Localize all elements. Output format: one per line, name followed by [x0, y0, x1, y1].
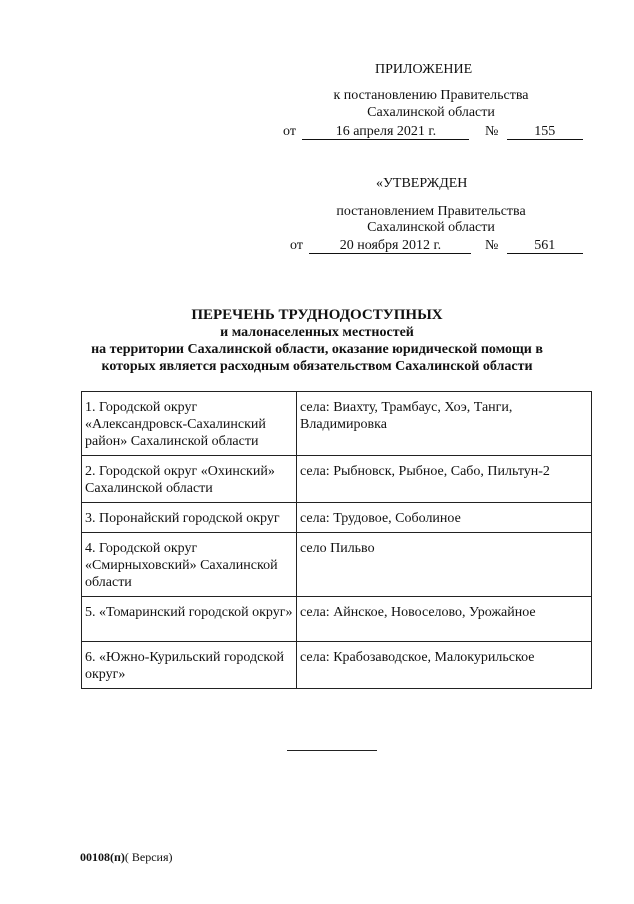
footer	[80, 850, 173, 865]
settlements-cell: села: Рыбновск, Рыбное, Сабо, Пильтун-2	[297, 456, 592, 503]
end-separator-line	[287, 750, 377, 751]
list-subtitle-2: на территории Сахалинской области, оказание юридической помощи в	[91, 342, 543, 357]
table-row	[82, 392, 592, 456]
settlements-table	[81, 391, 592, 689]
district-cell: 2. Городской округ «Охинский» Сахалинской области	[82, 456, 297, 503]
settlements-cell: села: Виахту, Трамбаус, Хоэ, Танги, Владимировка	[297, 392, 592, 456]
approved-line1: постановлением Правительства	[336, 204, 526, 219]
approved-line2: Сахалинской области	[367, 220, 495, 235]
district-cell: 4. Городской округ «Смирныховский» Сахалинской области	[82, 533, 297, 597]
approved-number-sign: №	[484, 238, 499, 253]
appendix-number: 155	[507, 124, 583, 140]
appendix-number-sign: №	[484, 124, 499, 139]
settlements-cell: села: Крабозаводское, Малокурильское	[297, 642, 592, 689]
appendix-date: 16 апреля 2021 г.	[302, 124, 469, 140]
settlements-cell: села: Айнское, Новоселово, Урожайное	[297, 597, 592, 642]
list-title: ПЕРЕЧЕНЬ ТРУДНОДОСТУПНЫХ	[191, 307, 443, 323]
appendix-date-line	[283, 123, 583, 140]
table-row	[82, 642, 592, 689]
appendix-from-label: от	[283, 124, 296, 139]
district-cell: 5. «Томаринский городской округ»	[82, 597, 297, 642]
document-code: 00108(п)	[80, 850, 125, 864]
appendix-line2: Сахалинской области	[367, 105, 495, 120]
list-subtitle-1: и малонаселенных местностей	[220, 325, 414, 340]
approved-date-line	[290, 237, 583, 254]
table-row	[82, 456, 592, 503]
approved-from-label: от	[290, 238, 303, 253]
settlements-cell: село Пильво	[297, 533, 592, 597]
table-row	[82, 597, 592, 642]
table-row	[82, 503, 592, 533]
approved-date: 20 ноября 2012 г.	[309, 238, 471, 254]
appendix-title: ПРИЛОЖЕНИЕ	[375, 62, 473, 77]
settlements-cell: села: Трудовое, Соболиное	[297, 503, 592, 533]
district-cell: 6. «Южно-Курильский городской округ»	[82, 642, 297, 689]
district-cell: 1. Городской округ «Александровск-Сахалинский район» Сахалинской области	[82, 392, 297, 456]
approved-title: «УТВЕРЖДЕН	[376, 176, 468, 191]
approved-number: 561	[507, 238, 583, 254]
document-version: ( Версия)	[124, 850, 173, 864]
table-row	[82, 533, 592, 597]
district-cell: 3. Поронайский городской округ	[82, 503, 297, 533]
appendix-line1: к постановлению Правительства	[333, 88, 529, 103]
list-subtitle-3: которых является расходным обязательством Сахалинской области	[101, 359, 533, 374]
